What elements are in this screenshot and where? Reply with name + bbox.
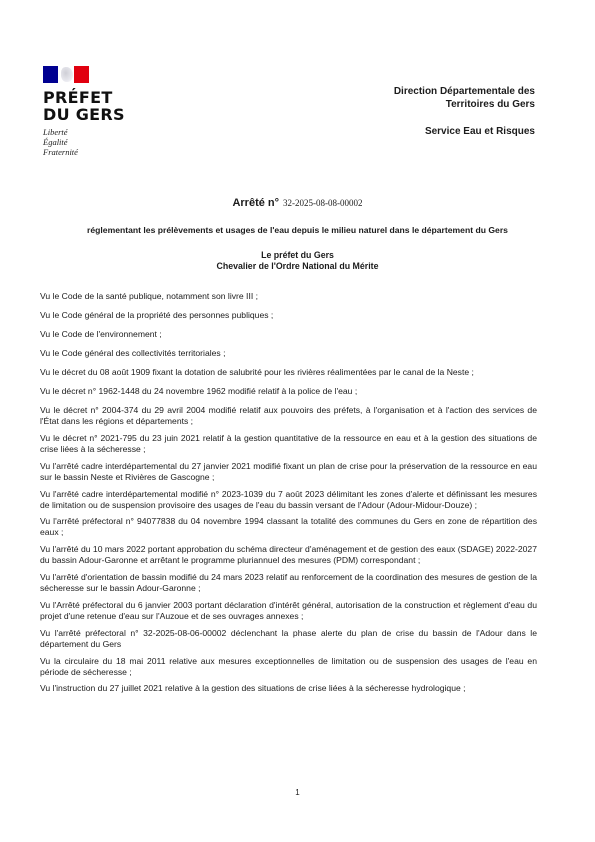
visa-item: Vu l'arrêté d'orientation de bassin modifié du 24 mars 2023 relatif au renforcement de la coordination des mesures de gestion de la sécheresse sur le bassin Adour-Garonne ; [40,572,537,593]
visa-item: Vu le Code général de la propriété des personnes publiques ; [40,310,274,320]
direction-line1: Direction Départementale des [393,86,535,97]
visas-list [40,285,537,694]
page-number: 1 [295,788,300,797]
motto-liberte: Liberté [43,127,68,137]
direction-line2: Territoires du Gers [445,99,535,110]
visa-item: Vu le Code de l'environnement ; [40,329,162,339]
prefet-title [43,89,153,123]
republic-motto [43,127,153,157]
motto-egalite: Égalité [43,137,68,147]
issuing-direction [394,85,535,111]
arrete-label: Arrêté n° [232,197,280,209]
marianne-flag-icon [43,66,89,83]
prefet-line1: Le préfet du Gers [261,250,334,260]
visa-item: Vu la circulaire du 18 mai 2011 relative aux mesures exceptionnelles de limitation ou de suspension des usages de l'eau en période de sécheresse ; [40,656,537,677]
visa-item: Vu le Code de la santé publique, notamment son livre III ; [40,291,258,301]
arrete-title [0,197,595,209]
motto-fraternite: Fraternité [43,147,78,157]
visa-item: Vu l'arrêté préfectoral n° 94077838 du 04 novembre 1994 classant la totalité des communes du Gers en zone de répartition des eaux ; [40,516,537,537]
visa-item: Vu le décret n° 1962-1448 du 24 novembre 1962 modifié relatif à la police de l'eau ; [40,386,358,396]
visa-item: Vu l'arrêté cadre interdépartemental du 27 janvier 2021 modifié fixant un plan de crise pour la préservation de la ressource en eau sur le bassin Neste et Rivières de Gascogne ; [40,461,537,482]
prefet-line2: Chevalier de l'Ordre National du Mérite [216,261,379,271]
visa-item: Vu le décret n° 2021-795 du 23 juin 2021 relatif à la gestion quantitative de la ressource en eau et à la gestion des situations de crise liées à la sécheresse ; [40,433,537,454]
visa-item: Vu le décret n° 2004-374 du 29 avril 2004 modifié relatif aux pouvoirs des préfets, à l'organisation et à l'action des services de l'État dans les régions et départements ; [40,405,537,426]
prefet-title-line2: DU GERS [43,105,125,124]
service-name: Service Eau et Risques [424,126,535,137]
prefecture-logo [43,66,153,157]
visa-item: Vu l'arrêté préfectoral n° 32-2025-08-06-00002 déclenchant la phase alerte du plan de crise du bassin de l'Adour dans le département du Gers [40,628,537,649]
prefet-title-line1: PRÉFET [43,88,113,107]
prefet-signatory [0,250,595,272]
visa-item: Vu l'arrêté du 10 mars 2022 portant approbation du schéma directeur d'aménagement et de gestion des eaux (SDAGE) 2022-2027 du bassin Adour-Garonne et arrêtant le programme pluriannuel des mesures (PDM) correspondant ; [40,544,537,565]
visa-item: Vu l'Arrêté préfectoral du 6 janvier 2003 portant déclaration d'intérêt général, autorisation de la construction et règlement d'eau du projet d'une retenue d'eau sur l'Auzoue et de ses ouvrages annexes ; [40,600,537,621]
arrete-number: 32-2025-08-08-00002 [283,198,363,208]
visa-item: Vu le Code général des collectivités territoriales ; [40,348,226,358]
visa-item: Vu l'instruction du 27 juillet 2021 relative à la gestion des situations de crise liées à la sécheresse hydrologique ; [40,683,466,693]
visa-item: Vu l'arrêté cadre interdépartemental modifié n° 2023-1039 du 7 août 2023 délimitant les zones d'alerte et définissant les mesures de limitation ou de suspension provisoire des usages de l'eau du bassin versant de l'Adour (Adour-Midour-Douze) ; [40,489,537,510]
visa-item: Vu le décret du 08 août 1909 fixant la dotation de salubrité pour les rivières réalimentées par le canal de la Neste ; [40,367,474,377]
arrete-subject: réglementant les prélèvements et usages de l'eau depuis le milieu naturel dans le département du Gers [87,225,508,235]
